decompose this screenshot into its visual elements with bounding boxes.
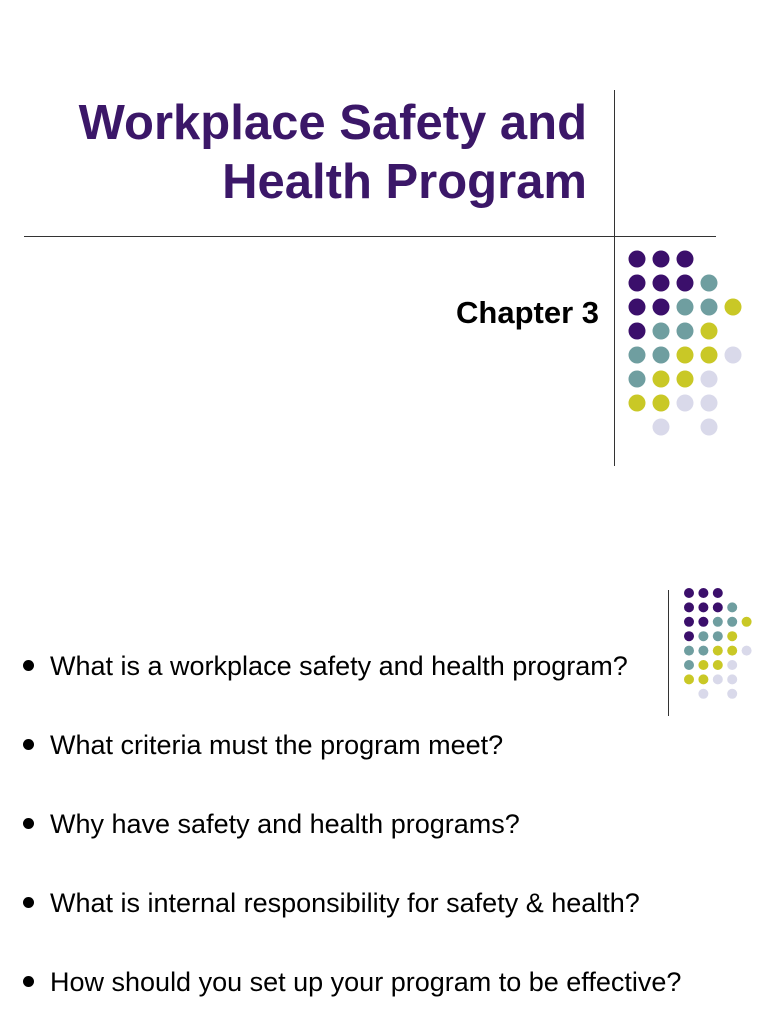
decorative-dot — [727, 617, 737, 627]
list-item-text: How should you set up your program to be effective? — [50, 967, 682, 997]
bullet-icon — [23, 739, 34, 750]
decorative-dot — [742, 617, 752, 627]
list-item-text: Why have safety and health programs? — [50, 809, 520, 839]
decorative-dot — [653, 371, 670, 388]
slide-title-line-1: Workplace Safety and — [78, 96, 587, 150]
decorative-dot — [701, 395, 718, 412]
decorative-dot — [653, 419, 670, 436]
decorative-dot — [684, 617, 694, 627]
list-item — [20, 636, 765, 715]
decorative-dot — [629, 347, 646, 364]
decorative-dot — [698, 617, 708, 627]
decorative-dot — [629, 251, 646, 268]
decorative-dot — [629, 299, 646, 316]
decorative-dot — [684, 588, 694, 598]
bullet-icon — [23, 897, 34, 908]
decorative-dot — [701, 347, 718, 364]
decorative-dot — [677, 299, 694, 316]
decorative-dot — [677, 395, 694, 412]
decorative-dot — [698, 588, 708, 598]
decorative-dot — [701, 275, 718, 292]
decorative-dot — [677, 251, 694, 268]
decorative-dot — [653, 395, 670, 412]
list-item — [20, 794, 765, 873]
list-item-text: What is a workplace safety and health program? — [50, 651, 628, 681]
decorative-dot — [701, 323, 718, 340]
decorative-dot — [677, 323, 694, 340]
decorative-dot — [653, 299, 670, 316]
decorative-dot — [713, 617, 723, 627]
decorative-dot — [727, 602, 737, 612]
list-item — [20, 715, 765, 794]
decorative-dot — [629, 275, 646, 292]
decorative-dot — [653, 275, 670, 292]
horizontal-divider — [24, 236, 716, 237]
decorative-dot — [713, 602, 723, 612]
decorative-dot — [653, 347, 670, 364]
decorative-dot — [725, 299, 742, 316]
list-item — [20, 952, 765, 1031]
decorative-dot — [629, 395, 646, 412]
decorative-dot — [698, 602, 708, 612]
dot-grid-large — [629, 251, 742, 436]
decorative-dot — [725, 347, 742, 364]
decorative-dot — [677, 371, 694, 388]
decorative-dot — [677, 275, 694, 292]
list-item — [20, 873, 765, 952]
decorative-dot — [677, 347, 694, 364]
decorative-dot — [653, 251, 670, 268]
bullet-icon — [23, 660, 34, 671]
vertical-divider — [614, 90, 615, 466]
bullet-list — [20, 636, 765, 1031]
bullet-icon — [23, 976, 34, 987]
bullet-icon — [23, 818, 34, 829]
decorative-dot — [629, 371, 646, 388]
decorative-dot — [629, 323, 646, 340]
decorative-dot — [701, 371, 718, 388]
decorative-dot — [701, 299, 718, 316]
decorative-dot — [701, 419, 718, 436]
decorative-dot — [713, 588, 723, 598]
slide-title — [30, 94, 587, 212]
slide-title-line-2: Health Program — [222, 155, 587, 209]
list-item-text: What criteria must the program meet? — [50, 730, 504, 760]
decorative-dot — [653, 323, 670, 340]
slide-subtitle: Chapter 3 — [456, 295, 599, 330]
decorative-dot — [684, 602, 694, 612]
list-item-text: What is internal responsibility for safety & health? — [50, 888, 640, 918]
